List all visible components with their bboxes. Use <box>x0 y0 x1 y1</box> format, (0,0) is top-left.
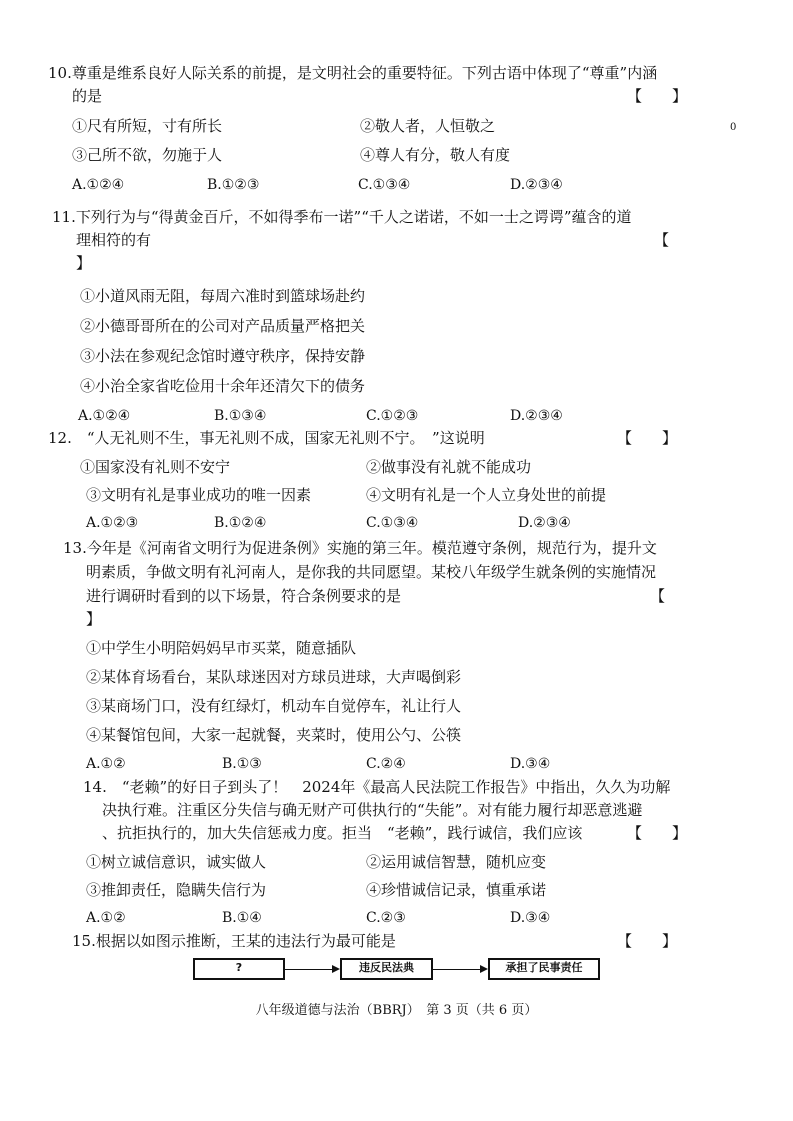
q13-choice-c: C.②④ <box>366 756 406 772</box>
q13-option-3: ③某商场门口，没有红绿灯，机动车自觉停车，礼让行人 <box>86 697 462 715</box>
q10-answer-bracket: 【 】 <box>627 87 688 105</box>
flow-arrow-2-head <box>480 965 488 973</box>
q14-option-3: ③推卸责任，隐瞒失信行为 <box>86 881 267 899</box>
q12-answer-bracket: 【 】 <box>617 429 678 447</box>
q11-choice-a: A.①②④ <box>78 408 131 424</box>
flow-box-unknown: ? <box>193 958 285 980</box>
q11-choice-d: D.②③④ <box>510 408 563 424</box>
q11-option-1: ①小道风雨无阻，每周六准时到篮球场赴约 <box>80 287 366 305</box>
q14-answer-bracket: 【 】 <box>627 824 688 842</box>
q13-bracket-close: 】 <box>86 610 102 628</box>
q14-choice-c: C.②③ <box>366 910 406 926</box>
q14-stem-line2: 决执行难。注重区分失信与确无财产可供执行的“失能”。对有能力履行却恶意逃避 <box>102 801 643 819</box>
q10-option-1: ①尺有所短，寸有所长 <box>72 117 223 135</box>
flow-arrow-1-head <box>332 965 340 973</box>
q14-option-4: ④珍惜诚信记录，慎重承诺 <box>366 881 547 899</box>
q13-choice-a: A.①② <box>86 756 126 772</box>
q11-option-4: ④小治全家省吃俭用十余年还清欠下的债务 <box>80 377 366 395</box>
q12-option-4: ④文明有礼是一个人立身处世的前提 <box>366 486 607 504</box>
q12-choice-a: A.①②③ <box>86 515 139 531</box>
q14-choice-a: A.①② <box>86 910 126 926</box>
q10-choice-d: D.②③④ <box>510 177 563 193</box>
q11-option-2: ②小德哥哥所在的公司对产品质量严格把关 <box>80 317 366 335</box>
q11-stem-line2: 理相符的有 <box>76 231 152 249</box>
q12-option-3: ③文明有礼是事业成功的唯一因素 <box>86 486 312 504</box>
q14-stem-line1: 14. “老赖”的好日子到头了！ 2024年《最高人民法院工作报告》中指出，久久为功解 <box>83 778 671 796</box>
q13-stem-line2: 明素质，争做文明有礼河南人，是你我的共同愿望。某校八年级学生就条例的实施情况 <box>86 563 657 581</box>
q11-bracket-open: 【 <box>654 231 670 249</box>
flow-arrow-1 <box>285 969 332 970</box>
q10-stem-line2: 的是 <box>72 87 103 105</box>
q11-choice-c: C.①②③ <box>366 408 419 424</box>
q14-choice-b: B.①④ <box>222 910 262 926</box>
q13-option-4: ④某餐馆包间，大家一起就餐，夹菜时，使用公勺、公筷 <box>86 726 462 744</box>
q13-choice-d: D.③④ <box>510 756 551 772</box>
q14-stem-line3: 、抗拒执行的，加大失信惩戒力度。拒当 “老赖”，践行诚信，我们应该 <box>102 824 583 842</box>
q12-choice-c: C.①③④ <box>366 515 419 531</box>
flow-arrow-2 <box>433 969 480 970</box>
q15-answer-bracket: 【 】 <box>617 932 678 950</box>
q10-choice-c: C.①③④ <box>358 177 411 193</box>
q13-bracket-open: 【 <box>650 587 666 605</box>
q12-choice-d: D.②③④ <box>518 515 571 531</box>
stray-mark: 0 <box>730 122 737 133</box>
q13-stem-line3: 进行调研时看到的以下场景，符合条例要求的是 <box>86 587 402 605</box>
q11-bracket-close: 】 <box>76 254 92 272</box>
q10-stem-line1: 10.尊重是维系良好人际关系的前提，是文明社会的重要特征。下列古语中体现了“尊重”内涵 <box>48 64 658 82</box>
q10-choice-a: A.①②④ <box>72 177 125 193</box>
q14-option-2: ②运用诚信智慧，随机应变 <box>366 853 547 871</box>
q10-option-4: ④尊人有分，敬人有度 <box>360 146 511 164</box>
q10-choice-b: B.①②③ <box>207 177 260 193</box>
page-footer: 八年级道德与法治（BBRJ） 第 3 页（共 6 页） <box>255 1003 538 1018</box>
q14-choice-d: D.③④ <box>510 910 551 926</box>
q10-option-2: ②敬人者，人恒敬之 <box>360 117 496 135</box>
q12-option-1: ①国家没有礼则不安宁 <box>80 458 231 476</box>
q13-option-2: ②某体育场看台，某队球迷因对方球员进球，大声喝倒彩 <box>86 668 462 686</box>
flow-box-violate-civil-code: 违反民法典 <box>340 958 433 980</box>
q10-option-3: ③己所不欲，勿施于人 <box>72 146 223 164</box>
q11-stem-line1: 11.下列行为与“得黄金百斤，不如得季布一诺”“千人之诺诺，不如一士之谔谔”蕴含的道 <box>52 208 632 226</box>
q11-choice-b: B.①③④ <box>214 408 267 424</box>
q13-choice-b: B.①③ <box>222 756 262 772</box>
q13-option-1: ①中学生小明陪妈妈早市买菜，随意插队 <box>86 639 357 657</box>
q12-option-2: ②做事没有礼就不能成功 <box>366 458 532 476</box>
q12-choice-b: B.①②④ <box>214 515 267 531</box>
q12-stem: 12. “人无礼则不生，事无礼则不成，国家无礼则不宁。 ”这说明 <box>48 429 485 447</box>
q14-option-1: ①树立诚信意识，诚实做人 <box>86 853 267 871</box>
q11-option-3: ③小法在参观纪念馆时遵守秩序，保持安静 <box>80 347 366 365</box>
flow-box-civil-liability: 承担了民事责任 <box>488 958 600 980</box>
q15-stem: 15.根据以如图示推断，王某的违法行为最可能是 <box>72 932 396 950</box>
q13-stem-line1: 13.今年是《河南省文明行为促进条例》实施的第三年。模范遵守条例，规范行为，提升文 <box>63 539 657 557</box>
